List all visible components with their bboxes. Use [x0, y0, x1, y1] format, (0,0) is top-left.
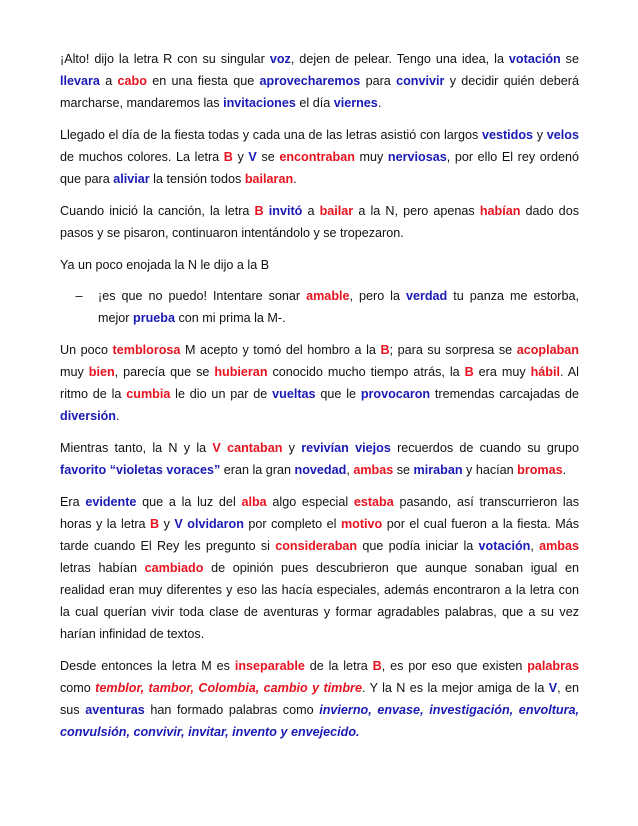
paragraph-6	[60, 437, 579, 481]
text-run: y	[533, 128, 547, 142]
text-run: tu panza me estorba, mejor	[98, 289, 579, 325]
highlighted-word: invitaciones	[223, 96, 296, 110]
paragraph-5	[60, 339, 579, 427]
text-run: . Al ritmo de la	[60, 365, 579, 401]
highlighted-word: motivo	[340, 517, 383, 531]
text-run: y	[232, 150, 249, 164]
highlighted-word: aliviar	[113, 172, 150, 186]
highlighted-word: V	[174, 517, 183, 531]
text-run: de la letra	[304, 659, 373, 673]
text-run: el día	[295, 96, 334, 110]
text-run: conocido mucho tiempo atrás, la	[267, 365, 465, 379]
text-run: muy	[60, 365, 89, 379]
highlighted-word: B	[150, 517, 160, 531]
highlighted-word: B	[380, 343, 390, 357]
highlighted-word: V	[212, 441, 221, 455]
highlighted-word: llevara	[60, 74, 100, 88]
text-run: recuerdos de cuando su grupo	[390, 441, 580, 455]
text-run: y hacían	[462, 463, 518, 477]
text-run: tremendas carcajadas de	[430, 387, 579, 401]
highlighted-word: nerviosas	[387, 150, 447, 164]
highlighted-word: verdad	[405, 289, 448, 303]
highlighted-word: inseparable	[234, 659, 305, 673]
highlighted-word: acoplaban	[516, 343, 579, 357]
text-run: Desde entonces la letra M es	[60, 659, 235, 673]
highlighted-word: vestidos	[481, 128, 534, 142]
highlighted-word: V	[548, 681, 558, 695]
highlighted-word: B	[223, 150, 233, 164]
highlighted-word: invitó	[268, 204, 303, 218]
highlighted-word: B	[464, 365, 474, 379]
highlighted-word: invierno, envase, investigación, envoltura, convulsión, convivir, invitar, invento y envejecido.	[60, 703, 579, 739]
paragraph-8	[60, 655, 579, 743]
text-run: que podía iniciar la	[357, 539, 479, 553]
text-run: .	[116, 409, 120, 423]
text-run: de muchos colores. La letra	[60, 150, 224, 164]
text-run: que le	[315, 387, 361, 401]
text-run: .	[562, 463, 567, 477]
text-run: ¡es que no puedo! Intentare sonar	[98, 289, 307, 303]
highlighted-word: viejos	[355, 441, 391, 455]
highlighted-word: palabras	[527, 659, 580, 673]
highlighted-word: B	[254, 204, 264, 218]
highlighted-word: velos	[546, 128, 580, 142]
text-run: para	[360, 74, 397, 88]
text-run: .	[293, 172, 297, 186]
text-run: con mi prima la M-.	[175, 311, 286, 325]
highlighted-word: cambiado	[144, 561, 204, 575]
text-run: de opinión pues descubrieron que aunque sonaban igual en realidad eran muy diferentes y eso las hacía especiales, además encontraron a la letra con la cual querían vivir toda clase de aventuras y formar agradables palabras, que a su vez harían infinidad de textos.	[60, 561, 579, 641]
highlighted-word: ambas	[539, 539, 579, 553]
highlighted-word: favorito	[60, 463, 107, 477]
highlighted-word: habían	[479, 204, 521, 218]
paragraph-4	[60, 254, 579, 276]
text-run: M acepto y tomó del hombro a la	[180, 343, 381, 357]
paragraph-7	[60, 491, 579, 645]
text-run: algo especial	[266, 495, 354, 509]
text-run: ; para su sorpresa se	[389, 343, 517, 357]
text-run: , parecía que se	[114, 365, 215, 379]
highlighted-word: bromas	[517, 463, 563, 477]
text-run: Cuando inició la canción, la letra	[60, 204, 255, 218]
highlighted-word: hábil	[530, 365, 560, 379]
highlighted-word: miraban	[413, 463, 463, 477]
text-run: se	[560, 52, 579, 66]
highlighted-word: vueltas	[272, 387, 316, 401]
highlighted-word: encontraban	[279, 150, 355, 164]
text-run: por completo el	[243, 517, 341, 531]
highlighted-word: temblorosa	[112, 343, 181, 357]
text-run: a la N, pero apenas	[353, 204, 480, 218]
highlighted-word: cabo	[117, 74, 147, 88]
highlighted-word: V	[248, 150, 257, 164]
text-run: letras habían	[60, 561, 145, 575]
text-run: dado dos pasos y se pisaron, continuaron intentándolo y se tropezaron.	[60, 204, 579, 240]
highlighted-word: alba	[241, 495, 267, 509]
text-run: . Y la N es la mejor amiga de la	[361, 681, 549, 695]
highlighted-word: provocaron	[360, 387, 431, 401]
paragraph-2	[60, 124, 579, 190]
highlighted-word: “violetas voraces”	[109, 463, 221, 477]
highlighted-word: cantaban	[227, 441, 283, 455]
highlighted-word: consideraban	[275, 539, 358, 553]
text-run: la tensión todos	[149, 172, 245, 186]
text-run: Mientras tanto, la N y la	[60, 441, 213, 455]
text-run: , por ello El rey ordenó que para	[60, 150, 579, 186]
highlighted-word: votación	[508, 52, 561, 66]
text-run: , pero la	[349, 289, 406, 303]
text-run: Un poco	[60, 343, 113, 357]
document-page	[60, 48, 579, 753]
highlighted-word: bailaran	[244, 172, 294, 186]
highlighted-word: voz	[269, 52, 291, 66]
highlighted-word: hubieran	[214, 365, 268, 379]
highlighted-word: aventuras	[85, 703, 145, 717]
highlighted-word: bailar	[319, 204, 354, 218]
highlighted-word: novedad	[294, 463, 347, 477]
text-run: en una fiesta que	[146, 74, 260, 88]
text-run: a	[302, 204, 320, 218]
highlighted-word: ambas	[353, 463, 394, 477]
highlighted-word: evidente	[85, 495, 137, 509]
highlighted-word: votación	[478, 539, 531, 553]
text-run: y	[282, 441, 302, 455]
text-run: .	[377, 96, 382, 110]
text-run: , es por eso que existen	[381, 659, 528, 673]
text-run: por el cual fueron a la fiesta. Más tarde cuando El Rey les pregunto si	[60, 517, 580, 553]
text-run: Era	[60, 495, 86, 509]
dialogue-dash: –	[75, 289, 83, 303]
highlighted-word: viernes	[333, 96, 378, 110]
text-run: Ya un poco enojada la N le dijo a la B	[60, 258, 270, 272]
text-run: que a la luz del	[136, 495, 242, 509]
dialogue-line	[60, 285, 579, 329]
text-run: eran la gran	[220, 463, 295, 477]
highlighted-word: convivir	[396, 74, 445, 88]
highlighted-word: estaba	[353, 495, 394, 509]
text-run: le dio un par de	[170, 387, 273, 401]
text-run: se	[256, 150, 280, 164]
text-run: y	[159, 517, 175, 531]
highlighted-word: revivían	[301, 441, 349, 455]
highlighted-word: aprovecharemos	[259, 74, 361, 88]
text-run: pasando, así transcurrieron las horas y la letra	[60, 495, 580, 531]
highlighted-word: cumbia	[126, 387, 171, 401]
text-run: era muy	[473, 365, 531, 379]
paragraph-3	[60, 200, 579, 244]
text-run: se	[393, 463, 414, 477]
highlighted-word: temblor, tambor, Colombia, cambio y timbre	[95, 681, 362, 695]
highlighted-word: amable	[306, 289, 350, 303]
text-run: , dejen de pelear. Tengo una idea, la	[290, 52, 509, 66]
highlighted-word: olvidaron	[187, 517, 244, 531]
text-run: han formado palabras como	[144, 703, 320, 717]
text-run: Llegado el día de la fiesta todas y cada una de las letras asistió con largos	[60, 128, 482, 142]
dialogue-text	[98, 285, 579, 329]
text-run: y decidir quién deberá marcharse, mandaremos las	[60, 74, 579, 110]
highlighted-word: B	[372, 659, 382, 673]
paragraph-1	[60, 48, 579, 114]
text-run: , en sus	[60, 681, 579, 717]
text-run: muy	[354, 150, 388, 164]
highlighted-word: bien	[88, 365, 115, 379]
text-run: ,	[530, 539, 540, 553]
text-run: como	[60, 681, 96, 695]
text-run: ,	[346, 463, 354, 477]
highlighted-word: prueba	[133, 311, 175, 325]
text-run: a	[99, 74, 118, 88]
text-run: ¡Alto! dijo la letra R con su singular	[60, 52, 270, 66]
highlighted-word: diversión	[60, 409, 116, 423]
